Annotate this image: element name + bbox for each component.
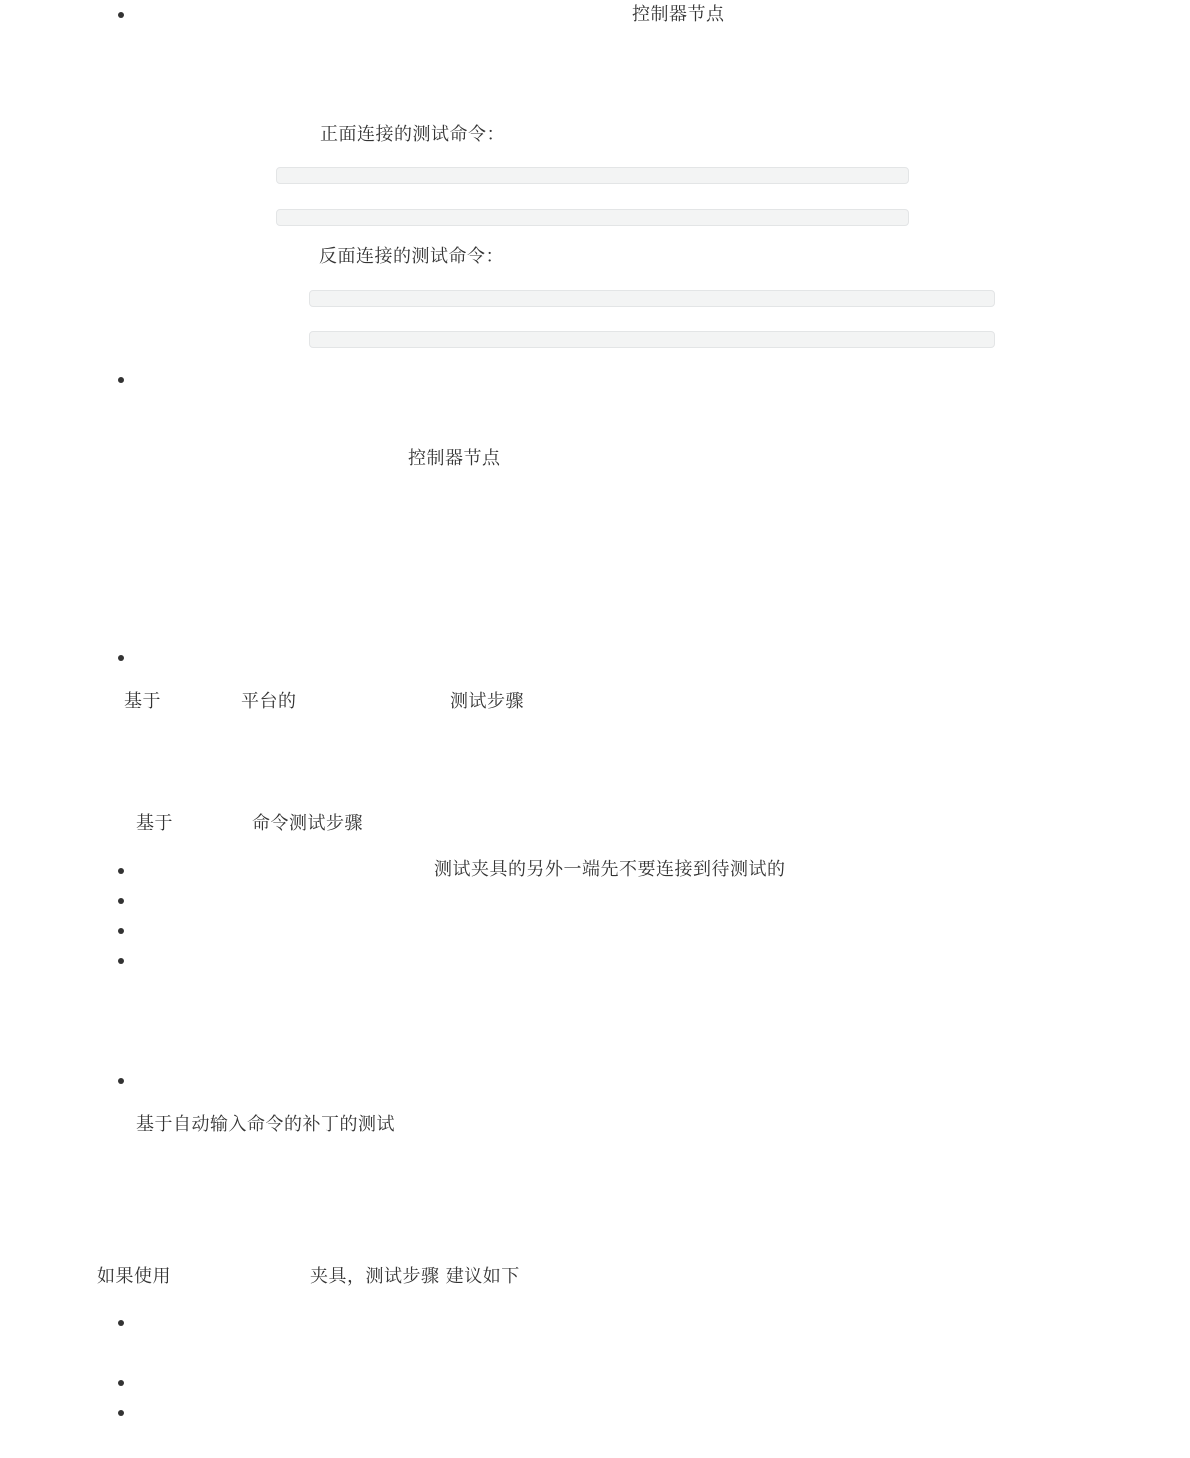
list-bullet [118,655,124,661]
command-based-on: 基于 [136,813,173,834]
list-bullet [118,1320,124,1326]
list-bullet [118,1410,124,1416]
list-bullet [118,1078,124,1084]
list-bullet [118,898,124,904]
code-block-back-2 [309,331,995,348]
patch-test-heading: 基于自动输入命令的补丁的测试 [136,1114,395,1135]
platform-based-on: 基于 [124,691,161,712]
platform-test-steps: 测试步骤 [450,691,524,712]
front-connection-label: 正面连接的测试命令： [320,124,505,145]
if-using-label: 如果使用 [97,1266,171,1287]
code-block-front-1 [276,167,909,184]
list-bullet [118,377,124,383]
list-bullet [118,958,124,964]
fixture-note: 测试夹具的另外一端先不要连接到待测试的 [434,859,786,880]
controller-node-heading: 控制器节点 [408,448,501,469]
fixture-advice-text: 夹具，测试步骤 建议如下 [310,1266,520,1287]
controller-node-heading: 控制器节点 [632,4,725,25]
list-bullet [118,12,124,18]
code-block-front-2 [276,209,909,226]
code-block-back-1 [309,290,995,307]
list-bullet [118,868,124,874]
back-connection-label: 反面连接的测试命令： [319,246,504,267]
list-bullet [118,1380,124,1386]
command-test-steps: 命令测试步骤 [252,813,363,834]
list-bullet [118,928,124,934]
platform-of: 平台的 [241,691,297,712]
